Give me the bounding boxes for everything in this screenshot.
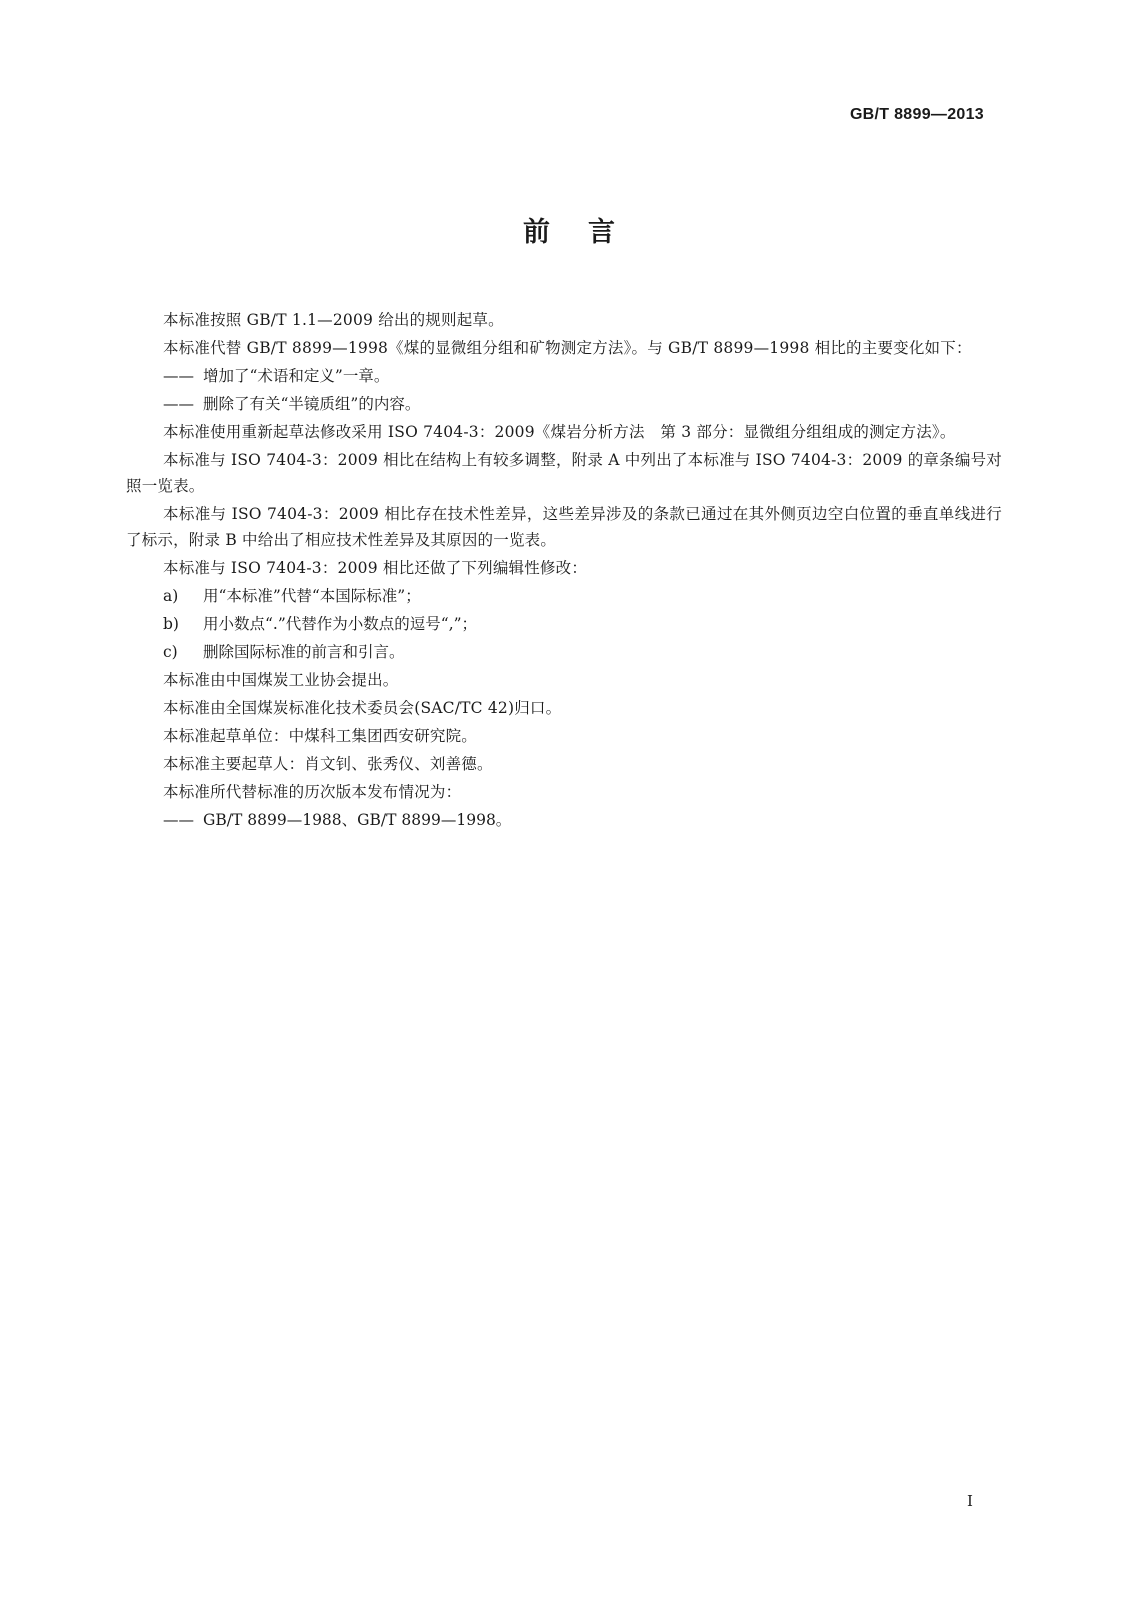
list-marker: b): [163, 615, 179, 633]
list-dash: ——: [163, 811, 194, 829]
paragraph-adoption: 本标准使用重新起草法修改采用 ISO 7404-3：2009《煤岩分析方法 第 3 部分：显微组分组组成的测定方法》。: [163, 423, 956, 441]
list-dash: ——: [163, 395, 194, 413]
paragraph-drafting-unit: 本标准起草单位：中煤科工集团西安研究院。: [163, 727, 478, 745]
paragraph-previous-editions: 本标准所代替标准的历次版本发布情况为：: [163, 783, 462, 801]
foreword-body: [126, 307, 1002, 835]
list-item-change-2: [126, 391, 1002, 417]
list-item-text: 用“本标准”代替“本国际标准”；: [203, 587, 421, 605]
list-item-edit-b: [126, 611, 1002, 637]
list-item-text: 删除国际标准的前言和引言。: [203, 643, 405, 661]
paragraph-drafting-rules: 本标准按照 GB/T 1.1—2009 给出的规则起草。: [163, 311, 504, 329]
list-item-edit-c: [126, 639, 1002, 665]
list-item-edit-a: [126, 583, 1002, 609]
paragraph-proposed-by: 本标准由中国煤炭工业协会提出。: [163, 671, 399, 689]
paragraph-technical-differences: 本标准与 ISO 7404-3：2009 相比存在技术性差异，这些差异涉及的条款已通过在其外侧页边空白位置的垂直单线进行了标示，附录 B 中给出了相应技术性差异及其原因的一览表。: [126, 505, 1002, 549]
paragraph-replaces: 本标准代替 GB/T 8899—1998《煤的显微组分组和矿物测定方法》。与 GB/T 8899—1998 相比的主要变化如下：: [163, 339, 972, 357]
paragraph-editorial-changes: 本标准与 ISO 7404-3：2009 相比还做了下列编辑性修改：: [163, 559, 588, 577]
standard-code: GB/T 8899—2013: [849, 106, 984, 123]
list-marker: c): [163, 643, 178, 661]
paragraph-centralized-by: 本标准由全国煤炭标准化技术委员会(SAC/TC 42)归口。: [163, 699, 562, 717]
paragraph-drafters: 本标准主要起草人：肖文钊、张秀仪、刘善德。: [163, 755, 493, 773]
list-item-change-1: [126, 363, 1002, 389]
list-item-text: 删除了有关“半镜质组”的内容。: [203, 395, 421, 413]
list-item-text: 用小数点“.”代替作为小数点的逗号“,”；: [203, 615, 478, 633]
list-marker: a): [163, 587, 179, 605]
list-item-text: 增加了“术语和定义”一章。: [203, 367, 390, 385]
paragraph-structure: 本标准与 ISO 7404-3：2009 相比在结构上有较多调整，附录 A 中列出了本标准与 ISO 7404-3：2009 的章条编号对照一览表。: [126, 451, 1002, 495]
list-item-history: [126, 807, 1002, 833]
list-dash: ——: [163, 367, 194, 385]
list-item-text: GB/T 8899—1988、GB/T 8899—1998。: [203, 811, 512, 829]
page-title: 前言: [523, 217, 653, 248]
page-number: I: [967, 1492, 973, 1510]
